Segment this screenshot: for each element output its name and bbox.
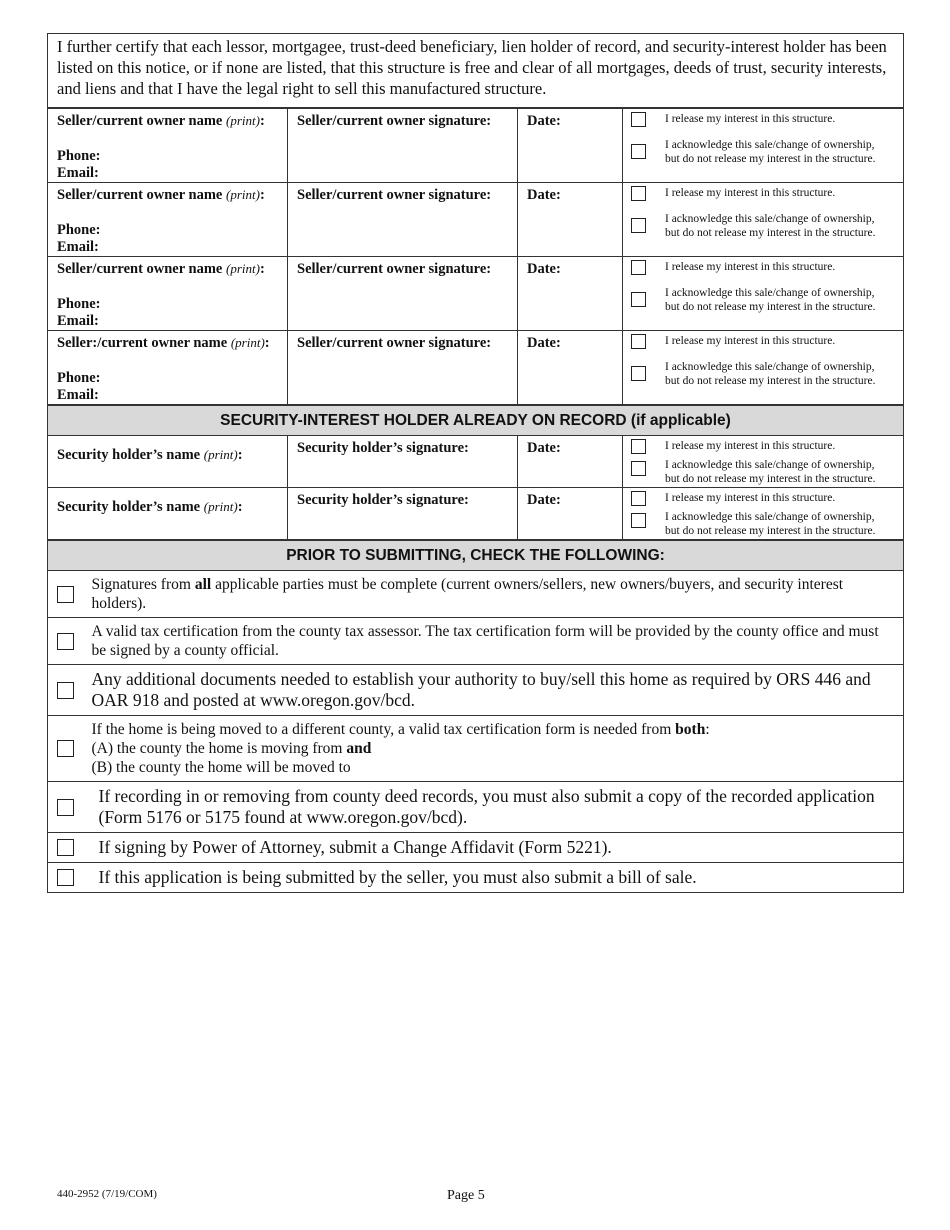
owner-row: [48, 331, 904, 405]
acknowledge-checkbox[interactable]: [631, 292, 646, 307]
release-text: I release my interest in this structure.: [665, 492, 836, 504]
checklist-heading: PRIOR TO SUBMITTING, CHECK THE FOLLOWING:: [48, 541, 904, 571]
owner-name-label: Seller/current owner name: [57, 113, 223, 129]
acknowledge-checkbox[interactable]: [631, 144, 646, 159]
owner-signature-label: Seller/current owner signature:: [297, 335, 492, 351]
email-label: Email:: [57, 387, 99, 403]
owner-signature-field[interactable]: [288, 331, 518, 405]
release-checkbox[interactable]: [631, 491, 646, 506]
signature-table: [47, 33, 904, 108]
owner-table: [47, 108, 904, 405]
security-holder-row: [48, 488, 904, 540]
release-text: I release my interest in this structure.: [665, 440, 836, 452]
form-number: 440-2952 (7/19/COM): [57, 1188, 157, 1200]
owner-name-field[interactable]: Seller:/current owner name (print): Phone: Email:: [48, 331, 288, 405]
security-date-field[interactable]: [518, 436, 623, 488]
owner-date-field[interactable]: [518, 109, 623, 183]
security-options: [623, 436, 904, 488]
owner-name-field[interactable]: Seller/current owner name (print): Phone: Email:: [48, 109, 288, 183]
checklist-checkbox-2[interactable]: [57, 633, 74, 650]
security-date-field[interactable]: [518, 488, 623, 540]
security-name-label: Security holder’s name: [57, 499, 201, 515]
owner-signature-field[interactable]: [288, 109, 518, 183]
release-text: I release my interest in this structure.: [665, 113, 836, 125]
print-hint: (print): [203, 447, 238, 462]
security-options: [623, 488, 904, 540]
acknowledge-checkbox[interactable]: [631, 461, 646, 476]
date-label: Date:: [527, 440, 561, 456]
security-signature-field[interactable]: [288, 436, 518, 488]
date-label: Date:: [527, 187, 561, 203]
owner-name-label: Seller/current owner name: [57, 187, 223, 203]
date-label: Date:: [527, 113, 561, 129]
release-checkbox[interactable]: [631, 186, 646, 201]
checklist-item-3: Any additional documents needed to establish your authority to buy/sell this home as required by ORS 446 and OAR 918 and posted at www.oregon.gov/bcd.: [84, 665, 904, 716]
release-checkbox[interactable]: [631, 334, 646, 349]
checklist-checkbox-3[interactable]: [57, 682, 74, 699]
owner-row: [48, 109, 904, 183]
security-name-field[interactable]: Security holder’s name (print):: [48, 488, 288, 540]
owner-date-field[interactable]: [518, 183, 623, 257]
owner-date-field[interactable]: [518, 257, 623, 331]
phone-label: Phone:: [57, 370, 101, 386]
release-text: I release my interest in this structure.: [665, 335, 836, 347]
owner-signature-label: Seller/current owner signature:: [297, 187, 492, 203]
acknowledge-checkbox[interactable]: [631, 218, 646, 233]
acknowledge-text: I acknowledge this sale/change of ownership, but do not release my interest in the structure.: [665, 459, 876, 485]
owner-name-field[interactable]: Seller/current owner name (print): Phone: Email:: [48, 183, 288, 257]
email-label: Email:: [57, 313, 99, 329]
release-text: I release my interest in this structure.: [665, 187, 836, 199]
acknowledge-checkbox[interactable]: [631, 366, 646, 381]
owner-options: [623, 331, 904, 405]
checklist-item-5: If recording in or removing from county deed records, you must also submit a copy of the recorded application (Form 5176 or 5175 found at www.oregon.gov/bcd).: [84, 782, 904, 833]
release-checkbox[interactable]: [631, 260, 646, 275]
phone-label: Phone:: [57, 222, 101, 238]
checklist-item-2: A valid tax certification from the county tax assessor. The tax certification form will be provided by the county office and must be signed by a county official.: [84, 618, 904, 665]
checklist-item-1: Signatures from all applicable parties must be complete (current owners/sellers, new owners/buyers, and security interest holders).: [84, 571, 904, 618]
owner-name-label: Seller/current owner name: [57, 261, 223, 277]
security-holder-row: [48, 436, 904, 488]
security-signature-label: Security holder’s signature:: [297, 440, 469, 456]
print-hint: (print): [226, 113, 260, 128]
form-page: [47, 33, 903, 893]
owner-signature-label: Seller/current owner signature:: [297, 261, 492, 277]
security-name-label: Security holder’s name: [57, 447, 201, 463]
date-label: Date:: [527, 261, 561, 277]
owner-options: [623, 183, 904, 257]
owner-options: [623, 257, 904, 331]
print-hint: (print): [203, 499, 238, 514]
owner-options: [623, 109, 904, 183]
security-table: [47, 405, 904, 540]
acknowledge-text: I acknowledge this sale/change of ownership, but do not release my interest in the structure.: [665, 361, 876, 387]
date-label: Date:: [527, 492, 561, 508]
checklist-item-7: If this application is being submitted by the seller, you must also submit a bill of sale.: [84, 863, 904, 893]
owner-date-field[interactable]: [518, 331, 623, 405]
checklist-item-4: If the home is being moved to a different county, a valid tax certification form is needed from both: (A) the county the home is moving from and (B) the county the home will be moved to: [84, 716, 904, 782]
acknowledge-text: I acknowledge this sale/change of ownership, but do not release my interest in the structure.: [665, 213, 876, 239]
phone-label: Phone:: [57, 148, 101, 164]
page-number: Page 5: [447, 1188, 485, 1203]
acknowledge-text: I acknowledge this sale/change of ownership, but do not release my interest in the structure.: [665, 139, 876, 165]
release-text: I release my interest in this structure.: [665, 261, 836, 273]
owner-name-label: Seller:/current owner name: [57, 335, 228, 351]
print-hint: (print): [226, 187, 260, 202]
checklist-item-6: If signing by Power of Attorney, submit a Change Affidavit (Form 5221).: [84, 833, 904, 863]
owner-row: [48, 183, 904, 257]
acknowledge-text: I acknowledge this sale/change of ownership, but do not release my interest in the structure.: [665, 287, 876, 313]
security-name-field[interactable]: Security holder’s name (print):: [48, 436, 288, 488]
acknowledge-text: I acknowledge this sale/change of ownership, but do not release my interest in the structure.: [665, 511, 876, 537]
release-checkbox[interactable]: [631, 112, 646, 127]
owner-signature-label: Seller/current owner signature:: [297, 113, 492, 129]
date-label: Date:: [527, 335, 561, 351]
checklist-checkbox-4[interactable]: [57, 740, 74, 757]
print-hint: (print): [226, 261, 260, 276]
owner-signature-field[interactable]: [288, 257, 518, 331]
checklist-checkbox-7[interactable]: [57, 869, 74, 886]
phone-label: Phone:: [57, 296, 101, 312]
security-signature-field[interactable]: [288, 488, 518, 540]
owner-row: [48, 257, 904, 331]
certification-statement: I further certify that each lessor, mortgagee, trust-deed beneficiary, lien holder of record, and security-interest holder has been listed on this notice, or if none are listed, that this structure is free and clear of all mortgages, deeds of trust, security interests, and liens and that I have the legal right to sell this manufactured structure.: [48, 34, 904, 108]
print-hint: (print): [230, 335, 265, 350]
checklist-checkbox-6[interactable]: [57, 839, 74, 856]
checklist-checkbox-1[interactable]: [57, 586, 74, 603]
owner-name-field[interactable]: Seller/current owner name (print): Phone: Email:: [48, 257, 288, 331]
security-signature-label: Security holder’s signature:: [297, 492, 469, 508]
acknowledge-checkbox[interactable]: [631, 513, 646, 528]
security-heading: SECURITY-INTEREST HOLDER ALREADY ON RECORD (if applicable): [48, 406, 904, 436]
owner-signature-field[interactable]: [288, 183, 518, 257]
checklist-table: [47, 540, 904, 893]
checklist-checkbox-5[interactable]: [57, 799, 74, 816]
email-label: Email:: [57, 165, 99, 181]
email-label: Email:: [57, 239, 99, 255]
release-checkbox[interactable]: [631, 439, 646, 454]
